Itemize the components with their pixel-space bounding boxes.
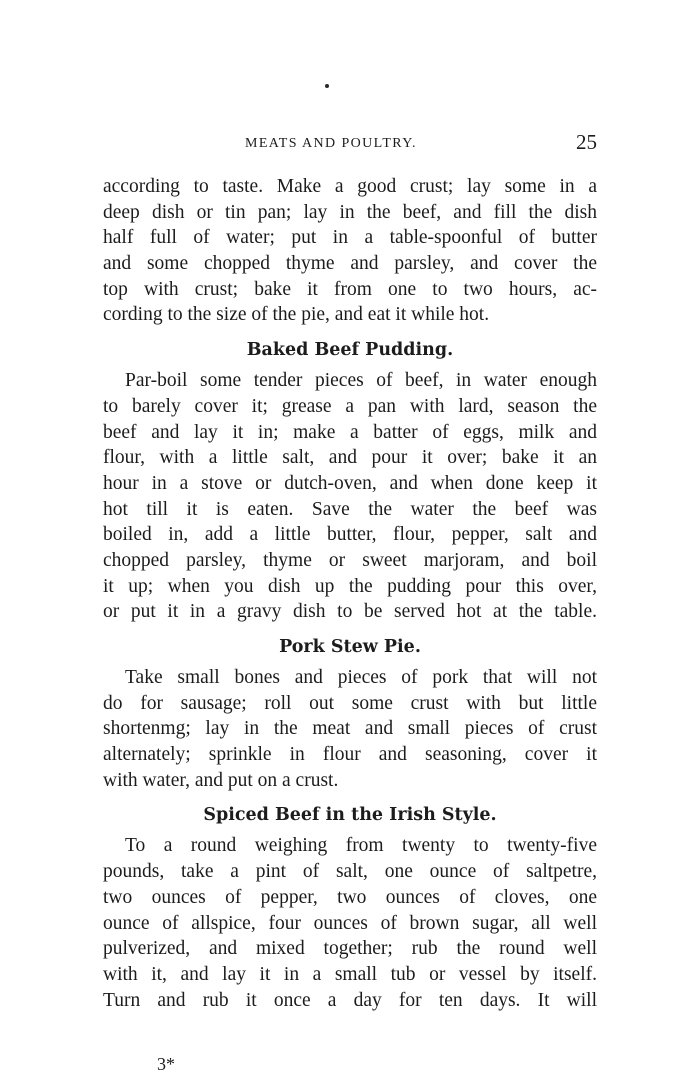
ink-dot	[325, 84, 329, 88]
text-line: do for sausage; roll out some crust with but little	[103, 692, 597, 714]
text-line: two ounces of pepper, two ounces of cloves, one	[103, 886, 597, 908]
text-line: hour in a stove or dutch-oven, and when done keep it	[103, 472, 597, 494]
text-line: boiled in, add a little butter, flour, pepper, salt and	[103, 524, 597, 546]
running-head	[103, 132, 597, 158]
recipe-heading: Pork Stew Pie.	[279, 637, 421, 657]
text-line: Par-boil some tender pieces of beef, in water enough	[125, 370, 597, 392]
page-number: 25	[576, 130, 597, 154]
text-line: flour, with a little salt, and pour it over; bake it an	[103, 447, 597, 469]
text-line: top with crust; bake it from one to two hours, ac-	[103, 278, 597, 300]
text-line: pulverized, and mixed together; rub the round well	[103, 938, 597, 960]
running-title: MEATS AND POULTRY.	[245, 136, 417, 151]
text-line: Turn and rub it once a day for ten days. It will	[103, 989, 597, 1011]
text-line: hot till it is eaten. Save the water the beef was	[103, 498, 597, 520]
text-line: cording to the size of the pie, and eat it while hot.	[103, 304, 490, 326]
recipe-heading: Spiced Beef in the Irish Style.	[203, 805, 497, 826]
text-line: it up; when you dish up the pudding pour this over,	[103, 575, 597, 597]
text-line: or put it in a gravy dish to be served hot at the table.	[103, 601, 597, 623]
paragraph-continuation	[103, 174, 597, 328]
recipe-heading: Baked Beef Pudding.	[246, 340, 454, 361]
body-text	[103, 174, 597, 1013]
recipe-spiced-beef-irish-style	[103, 799, 597, 1013]
text-line: beef and lay it in; make a batter of eggs, milk and	[103, 421, 597, 443]
text-line: to barely cover it; grease a pan with lard, season the	[103, 395, 597, 417]
text-line: half full of water; put in a table-spoonful of butter	[103, 227, 597, 249]
text-line: To a round weighing from twenty to twenty-five	[125, 835, 597, 857]
text-line: alternately; sprinkle in flour and seasoning, cover it	[103, 744, 597, 766]
text-line: shortenmg; lay in the meat and small pieces of crust	[103, 718, 597, 740]
text-line: and some chopped thyme and parsley, and cover the	[103, 253, 597, 275]
recipe-pork-stew-pie	[103, 631, 597, 793]
text-line: with it, and lay it in a small tub or vessel by itself.	[103, 963, 597, 985]
text-line: according to taste. Make a good crust; lay some in a	[103, 176, 597, 197]
text-line: with water, and put on a crust.	[103, 769, 339, 791]
text-line: ounce of allspice, four ounces of brown sugar, all well	[103, 912, 597, 934]
text-line: chopped parsley, thyme or sweet marjoram, and boil	[103, 549, 597, 571]
text-line: deep dish or tin pan; lay in the beef, and fill the dish	[103, 201, 597, 223]
text-line: pounds, take a pint of salt, one ounce of saltpetre,	[103, 861, 597, 883]
recipe-baked-beef-pudding	[103, 334, 597, 625]
text-line: Take small bones and pieces of pork that will not	[125, 667, 597, 688]
signature-mark: 3*	[157, 1054, 175, 1074]
